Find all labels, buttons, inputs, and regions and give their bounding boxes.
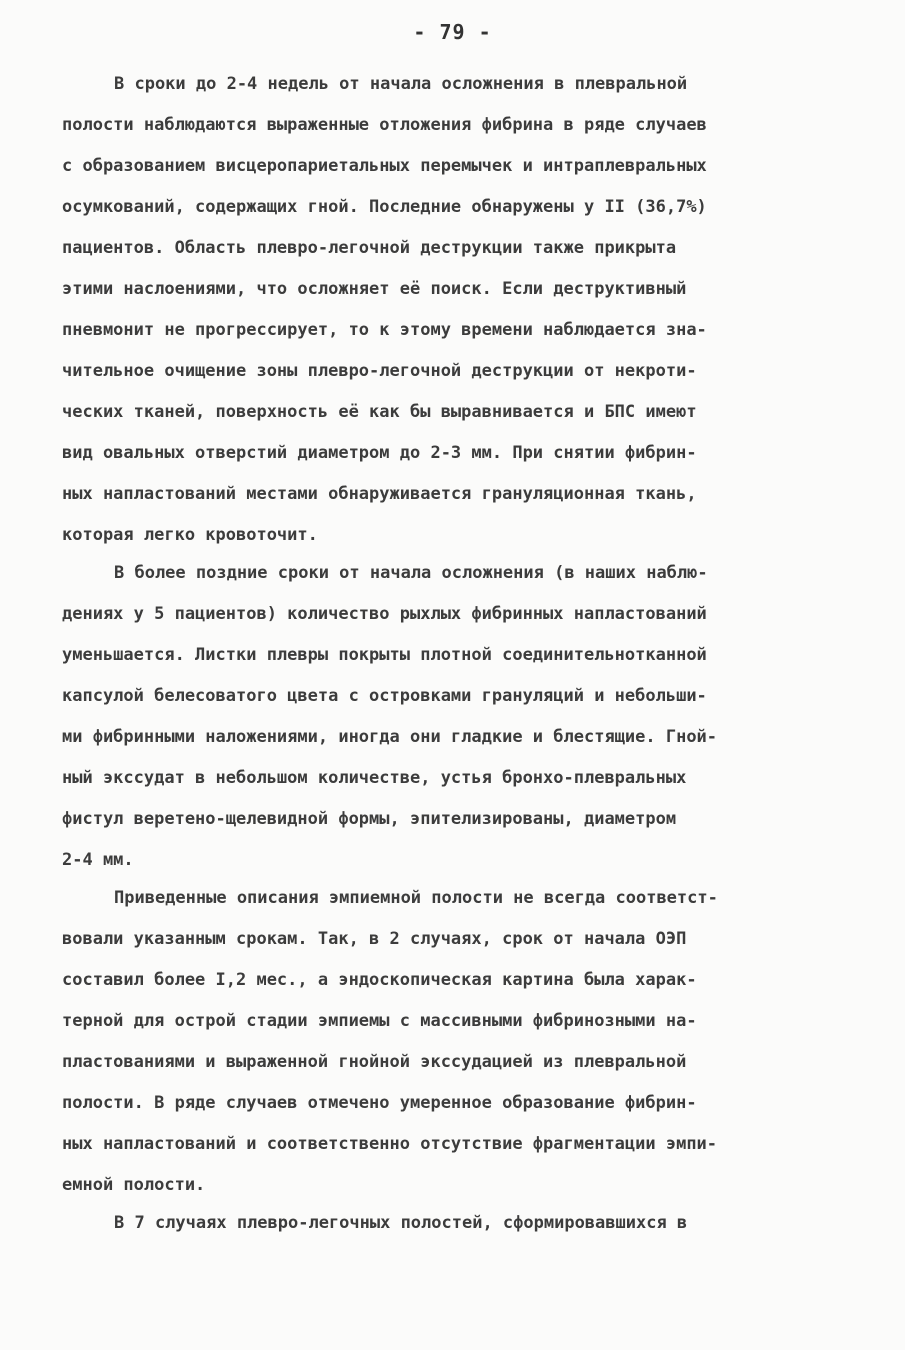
paragraph-1-line-5: пациентов. Область плевро-легочной деструкции также прикрыта xyxy=(62,238,677,258)
paragraph-3-line-7: ных напластований и соответственно отсутствие фрагментации эмпи- xyxy=(62,1134,718,1154)
paragraph-2-line-3: уменьшается. Листки плевры покрыты плотной соединительнотканной xyxy=(62,645,707,665)
paragraph-1-line-1: В сроки до 2-4 недель от начала осложнения в плевральной xyxy=(114,74,688,94)
paragraph-3-line-4: терной для острой стадии эмпиемы с массивными фибринозными на- xyxy=(62,1011,697,1031)
paragraph-1-line-6: этими наслоениями, что осложняет её поиск. Если деструктивный xyxy=(62,279,687,299)
page-number: - 79 - xyxy=(413,20,492,44)
paragraph-1-line-7: пневмонит не прогрессирует, то к этому времени наблюдается зна- xyxy=(62,320,707,340)
paragraph-2-line-4: капсулой белесоватого цвета с островками грануляций и небольши- xyxy=(62,686,707,706)
paragraph-3-line-3: составил более I,2 мес., а эндоскопическая картина была харак- xyxy=(62,970,697,990)
paragraph-2-line-7: фистул веретено-щелевидной формы, эпителизированы, диаметром xyxy=(62,809,677,829)
paragraph-1-line-12: которая легко кровоточит. xyxy=(62,525,318,545)
paragraph-1-line-10: вид овальных отверстий диаметром до 2-3 мм. При снятии фибрин- xyxy=(62,443,697,463)
paragraph-3-line-6: полости. В ряде случаев отмечено умеренное образование фибрин- xyxy=(62,1093,697,1113)
paragraph-2-line-1: В более поздние сроки от начала осложнения (в наших наблю- xyxy=(114,563,708,583)
paragraph-2-line-8: 2-4 мм. xyxy=(62,850,134,870)
paragraph-2-line-2: дениях у 5 пациентов) количество рыхлых фибринных напластований xyxy=(62,604,707,624)
paragraph-3-line-8: емной полости. xyxy=(62,1175,206,1195)
paragraph-1-line-3: с образованием висцеропариетальных перемычек и интраплевральных xyxy=(62,156,707,176)
paragraph-1-line-9: ческих тканей, поверхность её как бы выравнивается и БПС имеют xyxy=(62,402,697,422)
paragraph-3-line-2: вовали указанным срокам. Так, в 2 случаях, срок от начала ОЭП xyxy=(62,929,687,949)
paragraph-1-line-2: полости наблюдаются выраженные отложения фибрина в ряде случаев xyxy=(62,115,707,135)
paragraph-2-line-6: ный экссудат в небольшом количестве, устья бронхо-плевральных xyxy=(62,768,687,788)
paragraph-3-line-5: пластованиями и выраженной гнойной экссудацией из плевральной xyxy=(62,1052,687,1072)
paragraph-1-line-4: осумкований, содержащих гной. Последние обнаружены у II (36,7%) xyxy=(62,197,707,217)
paragraph-4-line-1: В 7 случаях плевро-легочных полостей, сформировавшихся в xyxy=(114,1213,688,1233)
paragraph-3-line-1: Приведенные описания эмпиемной полости не всегда соответст- xyxy=(114,888,718,908)
paragraph-1-line-11: ных напластований местами обнаруживается грануляционная ткань, xyxy=(62,484,697,504)
paragraph-2-line-5: ми фибринными наложениями, иногда они гладкие и блестящие. Гной- xyxy=(62,727,718,747)
paragraph-1-line-8: чительное очищение зоны плевро-легочной деструкции от некроти- xyxy=(62,361,697,381)
